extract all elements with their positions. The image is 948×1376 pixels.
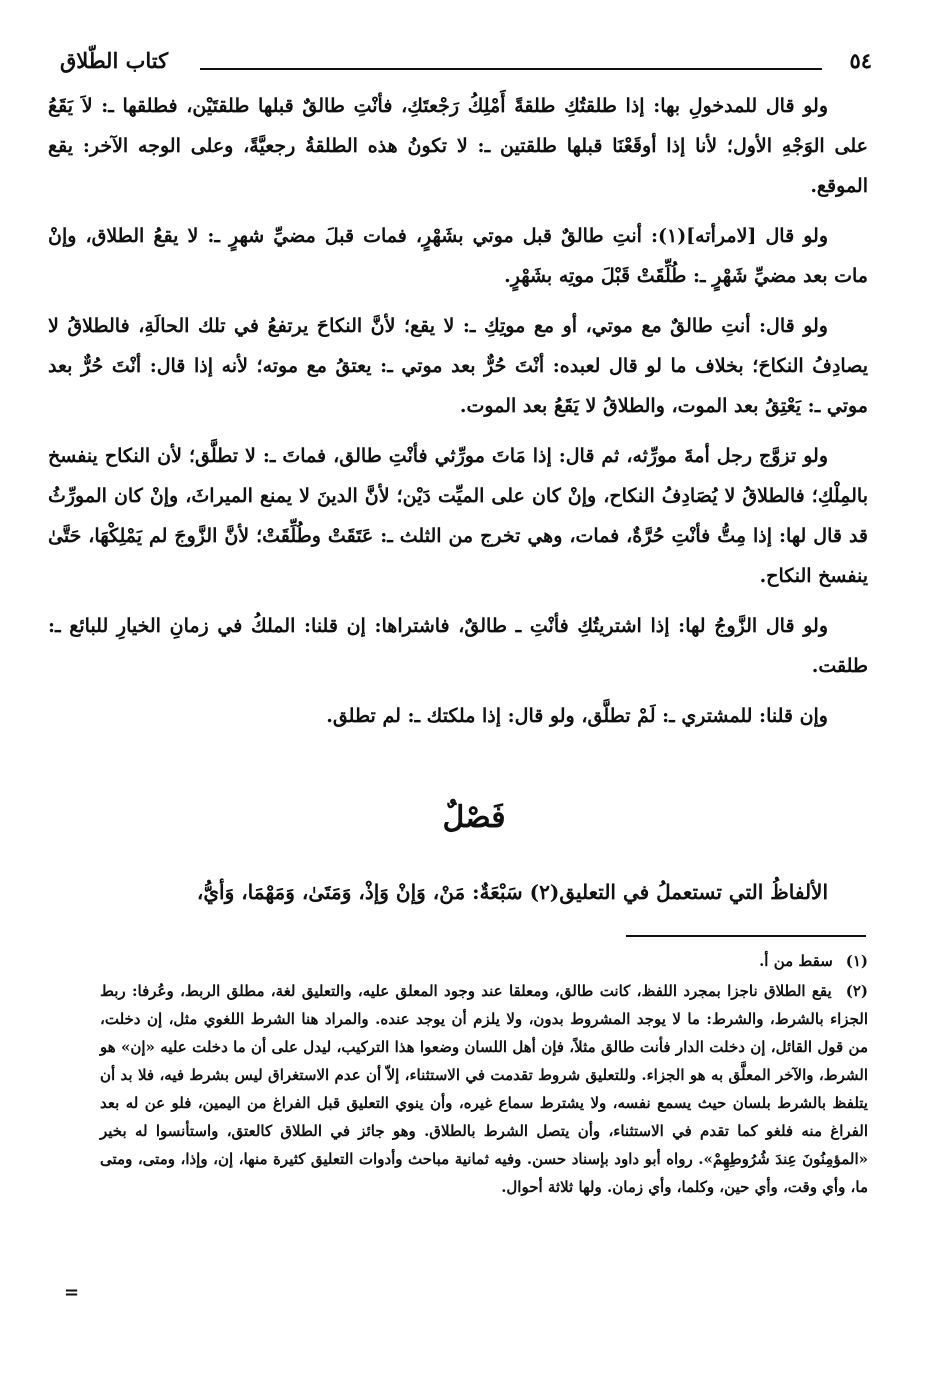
footnote-number: (١) bbox=[845, 952, 868, 970]
header-rule bbox=[200, 68, 822, 70]
section-opening-line: الألفاظُ التي تستعملُ في التعليق(٢) سَبْعَةٌ: مَنْ، وَإنْ وَإذْ، وَمَتَىٰ، وَمَهْمَا، وَأيُّ، bbox=[196, 880, 828, 904]
page-header bbox=[50, 44, 872, 76]
paragraph-2: ولو قال [لامرأته](١): أنتِ طالقٌ قبل موتي بشَهْرٍ، فمات قبلَ مضيِّ شهرٍ ـ: لا يقعُ الطلاق، وإنْ مات بعد مضيِّ شَهْرٍ ـ: طُلِّقَتْ قَبْلَ موتِه بشَهْرٍ. bbox=[48, 225, 868, 287]
paragraph-5: ولو قال الزَّوجُ لها: إذا اشتريتُكِ فأنْتِ ـ طالقٌ، فاشتراها: إن قلنا: الملكُ في زمانِ الخيارِ للبائع ـ: طلقت. bbox=[48, 615, 868, 677]
footnote-2 bbox=[100, 977, 868, 1201]
continuation-mark: = bbox=[64, 1282, 80, 1303]
footnotes bbox=[100, 947, 868, 1203]
footnote-number: (٢) bbox=[845, 982, 868, 1000]
page-number: ٥٤ bbox=[849, 48, 872, 73]
footnote-text: يقع الطلاق ناجزا بمجرد اللفظ، كانت طالق، ومعلقا عند وجود المعلق عليه، والتعليق لغة، مطلق الربط، وعُرفا: ربط الجزاء بالشرط، والشرط: ما لا يوجد المشروط بدون، ولا يلزم أن يوجد عنده. والمراد هنا الشرط اللغوي مثل، إن دخلت، من قول القائل، إن دخلت الدار فأنت طالق مثلاً، فإن أهل اللسان وضعوا هذا التركيب، ليدل على أن ما دخلت عليه «إن» هو الشرط، والآخر المعلَّق به هو الجزاء. وللتعليق شروط تقدمت في الاستثناء، إلاّ أن عدم الاستغراق ليس بشرط فيه، فلا بد أن يتلفظ بالشرط بلسان حيث يسمع نفسه، ولا يشترط سماع غيره، وأن ينوي التعليق قبل الفراغ من اليمين، فلو عن له بعد الفراغ منه فلغو كما تقدم في الاستثناء، وأن يتصل الشرط بالطلاق. وهو جائز في الطلاق كالعتق، واستأنسوا له بخير «المؤمِنُونَ عِندَ شُرُوطِهِمْ». رواه أبو داود بإسناد حسن. وفيه ثمانية مباحث وأدوات التعليق كثيرة منها، إن، وإذا، ومتى، ومتى ما، وأي وقت، وأي حين، وكلما، وأي زمان. ولها ثلاثة أحوال. bbox=[100, 982, 868, 1196]
footnote-separator bbox=[626, 935, 866, 937]
footnote-text: سقط من أ. bbox=[759, 952, 833, 970]
footnote-1 bbox=[100, 947, 868, 975]
paragraph-3: ولو قال: أنتِ طالقٌ مع موتي، أو مع موتِكِ ـ: لا يقع؛ لأنَّ النكاحَ يرتفعُ في تلك الحالَةِ، فالطلاقُ لا يصادِفُ النكاحَ؛ بخلاف ما لو قال لعبده: أنْتَ حُرٌّ بعد موتي ـ: يعتقُ مع موته؛ لأنه إذا قال: أنْتَ حُرٌّ بعد موتي ـ: يَعْتِقُ بعد الموت، والطلاقُ لا يَقَعُ بعد الموت. bbox=[48, 315, 868, 417]
book-title: كتاب الطّلاق bbox=[60, 48, 169, 73]
paragraph-4: ولو تزوَّج رجل أمةَ مورِّثه، ثم قال: إذا مَاتَ مورِّثي فأنْتِ طالق، فماتَ ـ: لا تطلَّق؛ لأن النكاح ينفسخ بالمِلْكِ؛ فالطلاقُ لا يُصَادِفُ النكاح، وإنْ كان على الميِّت دَيْن؛ لأنَّ الدينَ لا يمنع الميراثَ، وإنْ كان المورِّثُ قد قال لها: إذا مِتُّ فأنْتِ حُرَّةٌ، فمات، وهي تخرج من الثلث ـ: عَتَقَتْ وطُلِّقَتْ؛ لأنَّ الزَّوجَ لم يَمْلِكْهَا، حَتَّىٰ ينفسخ النكاح. bbox=[48, 445, 868, 587]
section-heading: فَصْلٌ bbox=[442, 800, 506, 835]
paragraph-1: ولو قال للمدخولِ بها: إذا طلقتُكِ طلقةً أَمْلِكُ رَجْعتَكِ، فأنْتِ طالقٌ قبلها طلقتَيْن، فطلقها ـ: لاَ يَقَعُ على الوَجْهِ الأول؛ لأنا إذا أوقَعْنَا قبلها طلقتين ـ: لا تكونُ هذه الطلقةُ رجعيَّةً، وعلى الوجه الآخر: يقع الموقع. bbox=[48, 95, 868, 197]
paragraph-6: وإن قلنا: للمشتري ـ: لَمْ تطلَّق، ولو قال: إذا ملكتك ـ: لم تطلق. bbox=[326, 705, 828, 727]
main-text bbox=[48, 86, 868, 746]
